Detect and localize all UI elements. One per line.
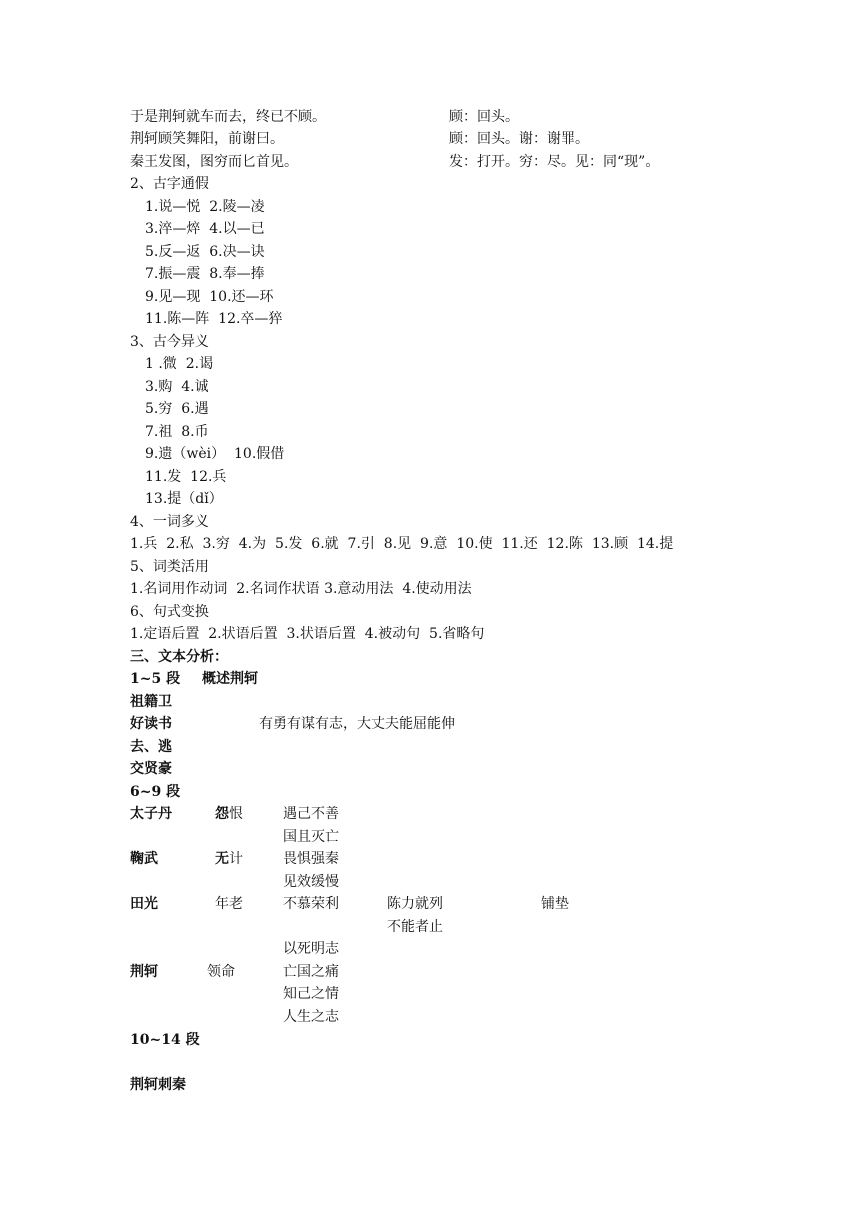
jing-reason: 人生之志 [283,1009,339,1025]
tongjia-item: 11.陈—阵 12.卒—猝 [145,311,283,327]
sentence-1-note: 顾：回头。 [449,109,519,125]
part1-range: 1~5 段 [130,671,181,687]
tian-note: 铺垫 [541,896,569,912]
sentence-3: 秦王发图，图穷而匕首见。 [130,154,298,170]
tian-name: 田光 [130,896,158,912]
sentence-1: 于是荆轲就车而去，终已不顾。 [130,109,326,125]
part1-item: 好读书 [130,716,172,732]
section-title-tongjia: 2、古字通假 [130,176,209,192]
sentence-2-note: 顾：回头。谢：谢罪。 [449,131,589,147]
jing-attitude: 领命 [207,964,235,980]
part1-item: 去、逃 [130,739,172,755]
tongjia-item: 7.振—震 8.奉—捧 [145,266,265,282]
wu-attitude: 无计 [215,851,243,867]
jushi-content: 1.定语后置 2.状语后置 3.状语后置 4.被动句 5.省略句 [130,626,485,642]
part1-topic: 概述荆轲 [202,671,258,687]
gujin-item: 13.提（dǐ） [145,491,223,507]
wu-name: 鞠武 [130,851,158,867]
tian-quote: 陈力就列 [387,896,443,912]
tongjia-item: 5.反—返 6.决—诀 [145,244,265,260]
section-title-gujin: 3、古今异义 [130,334,209,350]
tongjia-item: 9.见—现 10.还—环 [145,289,274,305]
section-title-jushi: 6、句式变换 [130,604,209,620]
tongjia-item: 1.说—悦 2.陵—凌 [145,199,265,215]
tian-reason: 不慕荣利 [283,896,339,912]
tian-attitude: 年老 [215,896,243,912]
gujin-item: 7.祖 8.币 [145,424,209,440]
section-title-duoyi: 4、一词多义 [130,514,209,530]
jing-name: 荆轲 [130,964,158,980]
section-title-huoyong: 5、词类活用 [130,559,209,575]
duoyi-content: 1.兵 2.私 3.穷 4.为 5.发 6.就 7.引 8.见 9.意 10.使 11.还 12.陈 13.顾 14.提 [130,536,674,552]
wu-reason: 见效缓慢 [283,874,339,890]
jing-reason: 亡国之痛 [283,964,339,980]
tongjia-item: 3.淬—焠 4.以—已 [145,221,265,237]
part3-range: 10~14 段 [130,1032,200,1048]
dan-reason: 国且灭亡 [283,829,339,845]
part3-topic: 荆轲刺秦 [130,1077,186,1093]
huoyong-content: 1.名词用作动词 2.名词作状语 3.意动用法 4.使动用法 [130,581,472,597]
part2-range: 6~9 段 [130,784,181,800]
gujin-item: 5.穷 6.遇 [145,401,209,417]
gujin-item: 11.发 12.兵 [145,469,227,485]
gujin-item: 1 .微 2.谒 [145,356,214,372]
gujin-item: 3.购 4.诚 [145,379,209,395]
dan-name: 太子丹 [130,806,172,822]
part1-item: 交贤豪 [130,761,172,777]
dan-reason: 遇己不善 [283,806,339,822]
part1-comment: 有勇有谋有志，大丈夫能屈能伸 [259,716,455,732]
analysis-title: 三、文本分析： [130,649,228,665]
jing-reason: 知己之情 [283,986,339,1002]
sentence-2: 荆轲顾笑舞阳，前谢曰。 [130,131,284,147]
gujin-item: 9.遗（wèi） 10.假借 [145,446,285,462]
tian-quote: 不能者止 [387,919,443,935]
wu-reason: 畏惧强秦 [283,851,339,867]
sentence-3-note: 发：打开。穷：尽。见：同“现”。 [449,154,660,170]
part1-item: 祖籍卫 [130,694,172,710]
jing-reason: 以死明志 [283,941,339,957]
dan-attitude: 怨恨 [215,806,243,822]
